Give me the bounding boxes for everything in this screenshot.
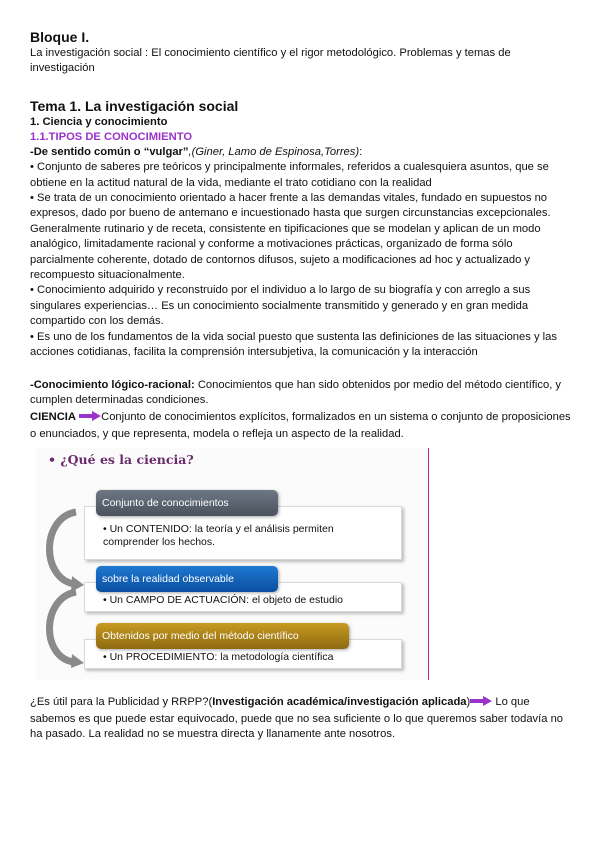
ciencia-paragraph [30, 410, 575, 442]
final-rest: Lo que sabemos es que puede estar equivocado, puede que no sea suficiente o lo que queremos saber todavía no ha pasado. La realidad no se muestra directa y llanamente ante nosotros. [30, 696, 564, 740]
box2-header: sobre la realidad observable [96, 566, 278, 592]
bullet-1: • Conjunto de saberes pre teóricos y principalmente informales, referidos a cualesquiera asuntos, que se obtiene en la actitud natural de la vida, mediante el trato cotidiano con la realidad [30, 161, 549, 189]
sentido-comun-authors: ,(Giner, Lamo de Espinosa,Torres) [188, 145, 360, 158]
figure-title: • ¿Qué es la ciencia? [48, 452, 194, 468]
que-es-la-ciencia-figure [36, 448, 429, 680]
sentido-comun-heading-line [30, 145, 575, 160]
ciencia-label: CIENCIA [30, 411, 76, 424]
section-heading: 1. Ciencia y conocimiento [30, 115, 168, 128]
right-arrow-icon [79, 411, 101, 426]
box3-header: Obtenidos por medio del método científico [96, 623, 349, 649]
document-page [30, 28, 575, 742]
bloque-title: Bloque I. [30, 29, 90, 45]
bloque-subtitle: La investigación social : El conocimiento científico y el rigor metodológico. Problemas y temas de investigación [30, 47, 511, 75]
sentido-comun-heading: -De sentido común o “vulgar” [30, 145, 189, 158]
subsection-heading: 1.1.TIPOS DE CONOCIMIENTO [30, 130, 193, 143]
right-arrow-icon [470, 696, 492, 711]
sentido-comun-colon: : [359, 145, 363, 158]
bullet-4: • Es uno de los fundamentos de la vida social puesto que sustenta las definiciones de las situaciones y las acciones cotidianas, facilita la comprensión intersubjetiva, la comunicación y la interacción [30, 330, 557, 359]
final-question: ¿Es útil para la Publicidad y RRPP?( [30, 696, 213, 709]
box2-text: • Un CAMPO DE ACTUACIÓN: el objeto de estudio [103, 594, 344, 607]
ciencia-text: Conjunto de conocimientos explícitos, formalizados en un sistema o conjunto de proposiciones o enunciados, y que representa, modela o refleja un aspecto de la realidad. [30, 411, 571, 440]
curved-arrows-icon [36, 508, 86, 668]
box1-text: • Un CONTENIDO: la teoría y el análisis permiten comprender los hechos. [103, 523, 334, 549]
final-close: ) [466, 696, 471, 709]
bullet-3: • Conocimiento adquirido y reconstruido por el individuo a lo largo de su biografía y con arreglo a sus singulares experiencias… Es un conocimiento socialmente transmitido y generado y en gran medida compartido con los demás. [30, 284, 531, 328]
logico-paragraph [30, 378, 575, 409]
logico-heading: -Conocimiento lógico-racional: [30, 378, 195, 391]
logico-text: Conocimientos que han sido obtenidos por medio del método científico, y cumplen determinadas condiciones. [30, 378, 562, 406]
tema-title: Tema 1. La investigación social [30, 97, 239, 114]
bullet-2: • Se trata de un conocimiento orientado a hacer frente a las demandas vitales, fundado en supuestos no expresos, dado por bueno de antemano e incuestionado hasta que surgen circunstancias excepcionales. Generalmente rutinario y de receta, consistente en tipificaciones que se modelan y aplican de un modo analógico, limitadamente racional y conforme a motivaciones prácticas, organizado de forma sólo parcialmente coherente, dotado de contornos difusos, sujeto a modificaciones ad hoc y actualizado y recompuesto situacionalmente. [30, 192, 551, 282]
box3-text: • Un PROCEDIMIENTO: la metodología científica [103, 651, 334, 664]
final-bold: Investigación académica/investigación aplicada [212, 696, 467, 709]
box1-header: Conjunto de conocimientos [96, 490, 278, 516]
final-paragraph [30, 695, 575, 742]
